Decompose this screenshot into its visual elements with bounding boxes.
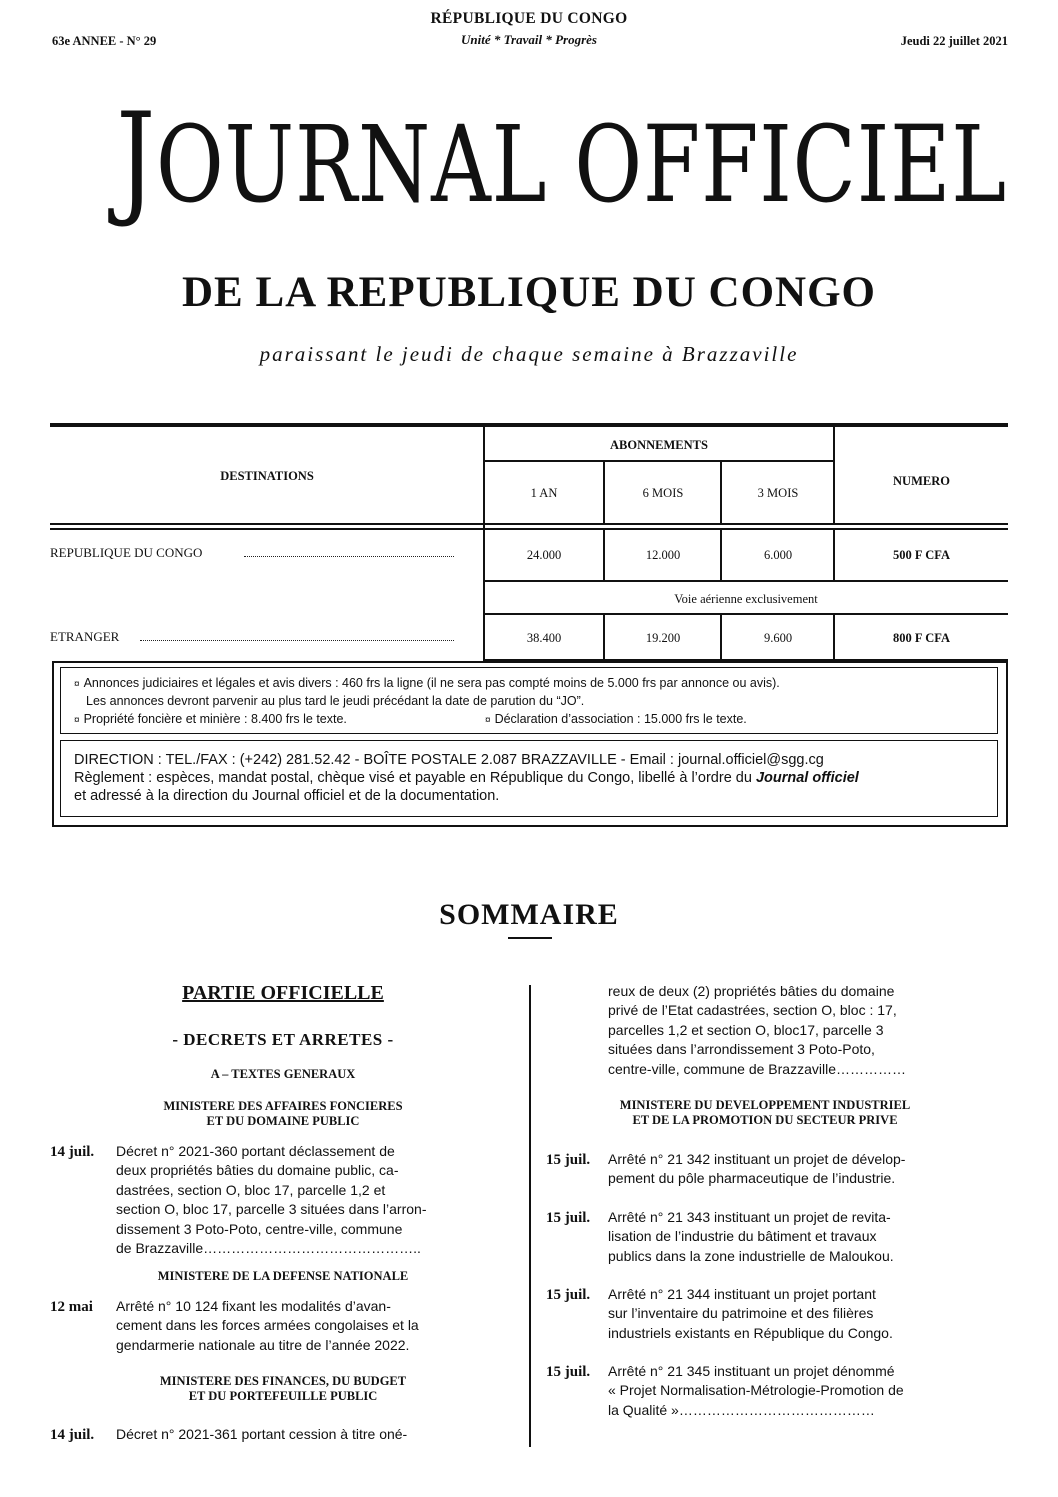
entry-decret-2021-361-continued: reux de deux (2) propriétés bâties du domaine privé de l’Etat cadastrées, section O, bloc : 17, parcelles 1,2 et section O, bloc17, parcelle 3 situées dans l’arrondissement 3 Poto-Poto, centre-ville, commune de Brazzaville……………	[608, 983, 906, 1077]
entry-arrete-21344: Arrêté n° 21 344 instituant un projet portant sur l’inventaire du patrimoine et des filières industriels existants en République du Congo.	[608, 1286, 893, 1341]
etranger-numero: 800 F CFA	[893, 631, 950, 645]
republic-name: RÉPUBLIQUE DU CONGO	[430, 10, 628, 27]
journal-title: JOURNAL OFFICIEL	[116, 87, 1007, 231]
congo-1an: 24.000	[526, 548, 562, 562]
notice-association: ¤ Déclaration d’association : 15.000 frs le texte.	[485, 712, 747, 726]
notice-propriete: ¤ Propriété foncière et minière : 8.400 frs le texte.	[74, 712, 347, 726]
sommaire-title: SOMMAIRE	[439, 898, 619, 931]
entry-arrete-21343: Arrêté n° 21 343 instituant un projet de revita- lisation de l’industrie du bâtiment et travaux publics dans la zone industrielle de Maloukou.	[608, 1209, 894, 1264]
destination-etranger: ETRANGER	[50, 629, 120, 644]
notice-deadline: Les annonces devront parvenir au plus tard le jeudi précédant la date de parution du “JO”.	[86, 694, 585, 708]
entry-date: 15 juil.	[546, 1210, 591, 1226]
entry-arrete-10124: Arrêté n° 10 124 fixant les modalités d’avan- cement dans les forces armées congolaises et la gendarmerie nationale au titre de l’année 2022.	[116, 1298, 419, 1353]
entry-decret-2021-360: Décret n° 2021-360 portant déclassement de deux propriétés bâties du domaine public, ca- dastrées, section O, bloc 17, parcelle 1,2 et section O, bloc 17, parcelle 3 situées dans l’arron- dissement 3 Poto-Poto, centre-ville, commune de Brazzaville………………………………………..	[116, 1143, 427, 1257]
destinations-header: DESTINATIONS	[220, 469, 314, 483]
congo-numero: 500 F CFA	[893, 548, 950, 562]
entry-decret-2021-361: Décret n° 2021-361 portant cession à titre oné-	[116, 1426, 408, 1442]
national-motto: Unité * Travail * Progrès	[460, 32, 597, 47]
numero-header: NUMERO	[893, 474, 950, 488]
issue-date: Jeudi 22 juillet 2021	[900, 34, 1008, 48]
period-3mois: 3 MOIS	[757, 486, 799, 500]
congo-6mois: 12.000	[645, 548, 681, 562]
entry-date: 12 mai	[50, 1299, 93, 1315]
entry-date: 14 juil.	[50, 1427, 95, 1443]
ministry-affaires-foncieres: MINISTERE DES AFFAIRES FONCIERES ET DU DOMAINE PUBLIC	[163, 1099, 403, 1128]
entry-arrete-21345: Arrêté n° 21 345 instituant un projet dénommé « Projet Normalisation-Métrologie-Promotion de la Qualité »……………………………………	[608, 1363, 904, 1418]
reglement-line: Règlement : espèces, mandat postal, chèque visé et payable en République du Congo, libellé à l’ordre du Journal officiel	[74, 770, 859, 786]
textes-generaux-heading: A – TEXTES GENERAUX	[210, 1067, 356, 1081]
ministry-finances: MINISTERE DES FINANCES, DU BUDGET ET DU PORTEFEUILLE PUBLIC	[159, 1374, 407, 1403]
journal-tagline: paraissant le jeudi de chaque semaine à Brazzaville	[259, 342, 799, 366]
abonnements-header: ABONNEMENTS	[610, 438, 708, 452]
entry-date: 15 juil.	[546, 1364, 591, 1380]
entry-date: 14 juil.	[50, 1144, 95, 1160]
notice-annonces: ¤ Annonces judiciaires et légales et avis divers : 460 frs la ligne (il ne sera pas compté moins de 5.000 frs par annonce ou avis).	[74, 676, 780, 690]
ministry-defense: MINISTERE DE LA DEFENSE NATIONALE	[157, 1269, 409, 1283]
journal-subtitle: DE LA REPUBLIQUE DU CONGO	[182, 269, 876, 316]
direction-contact: DIRECTION : TEL./FAX : (+242) 281.52.42 - BOÎTE POSTALE 2.087 BRAZZAVILLE - Email : journal.officiel@sgg.cg	[74, 752, 824, 768]
column-divider	[529, 985, 531, 1447]
decrets-heading: - DECRETS ET ARRETES -	[172, 1030, 394, 1049]
etranger-3mois: 9.600	[763, 631, 793, 645]
air-note: Voie aérienne exclusivement	[674, 592, 818, 606]
reglement-line-2: et adressé à la direction du Journal officiel et de la documentation.	[74, 788, 500, 804]
issue-number: 63e ANNEE - N° 29	[52, 34, 157, 48]
destination-congo: REPUBLIQUE DU CONGO	[50, 545, 203, 560]
period-6mois: 6 MOIS	[642, 486, 684, 500]
etranger-6mois: 19.200	[645, 631, 681, 645]
sommaire-rule	[508, 937, 552, 939]
entry-date: 15 juil.	[546, 1287, 591, 1303]
congo-3mois: 6.000	[763, 548, 793, 562]
partie-officielle-heading: PARTIE OFFICIELLE	[182, 982, 384, 1004]
etranger-1an: 38.400	[526, 631, 562, 645]
period-1an: 1 AN	[530, 486, 558, 500]
entry-arrete-21342: Arrêté n° 21 342 instituant un projet de dévelop- pement du pôle pharmaceutique de l’industrie.	[608, 1151, 906, 1187]
entry-date: 15 juil.	[546, 1152, 591, 1168]
ministry-developpement-industriel: MINISTERE DU DEVELOPPEMENT INDUSTRIEL ET DE LA PROMOTION DU SECTEUR PRIVE	[619, 1098, 911, 1127]
